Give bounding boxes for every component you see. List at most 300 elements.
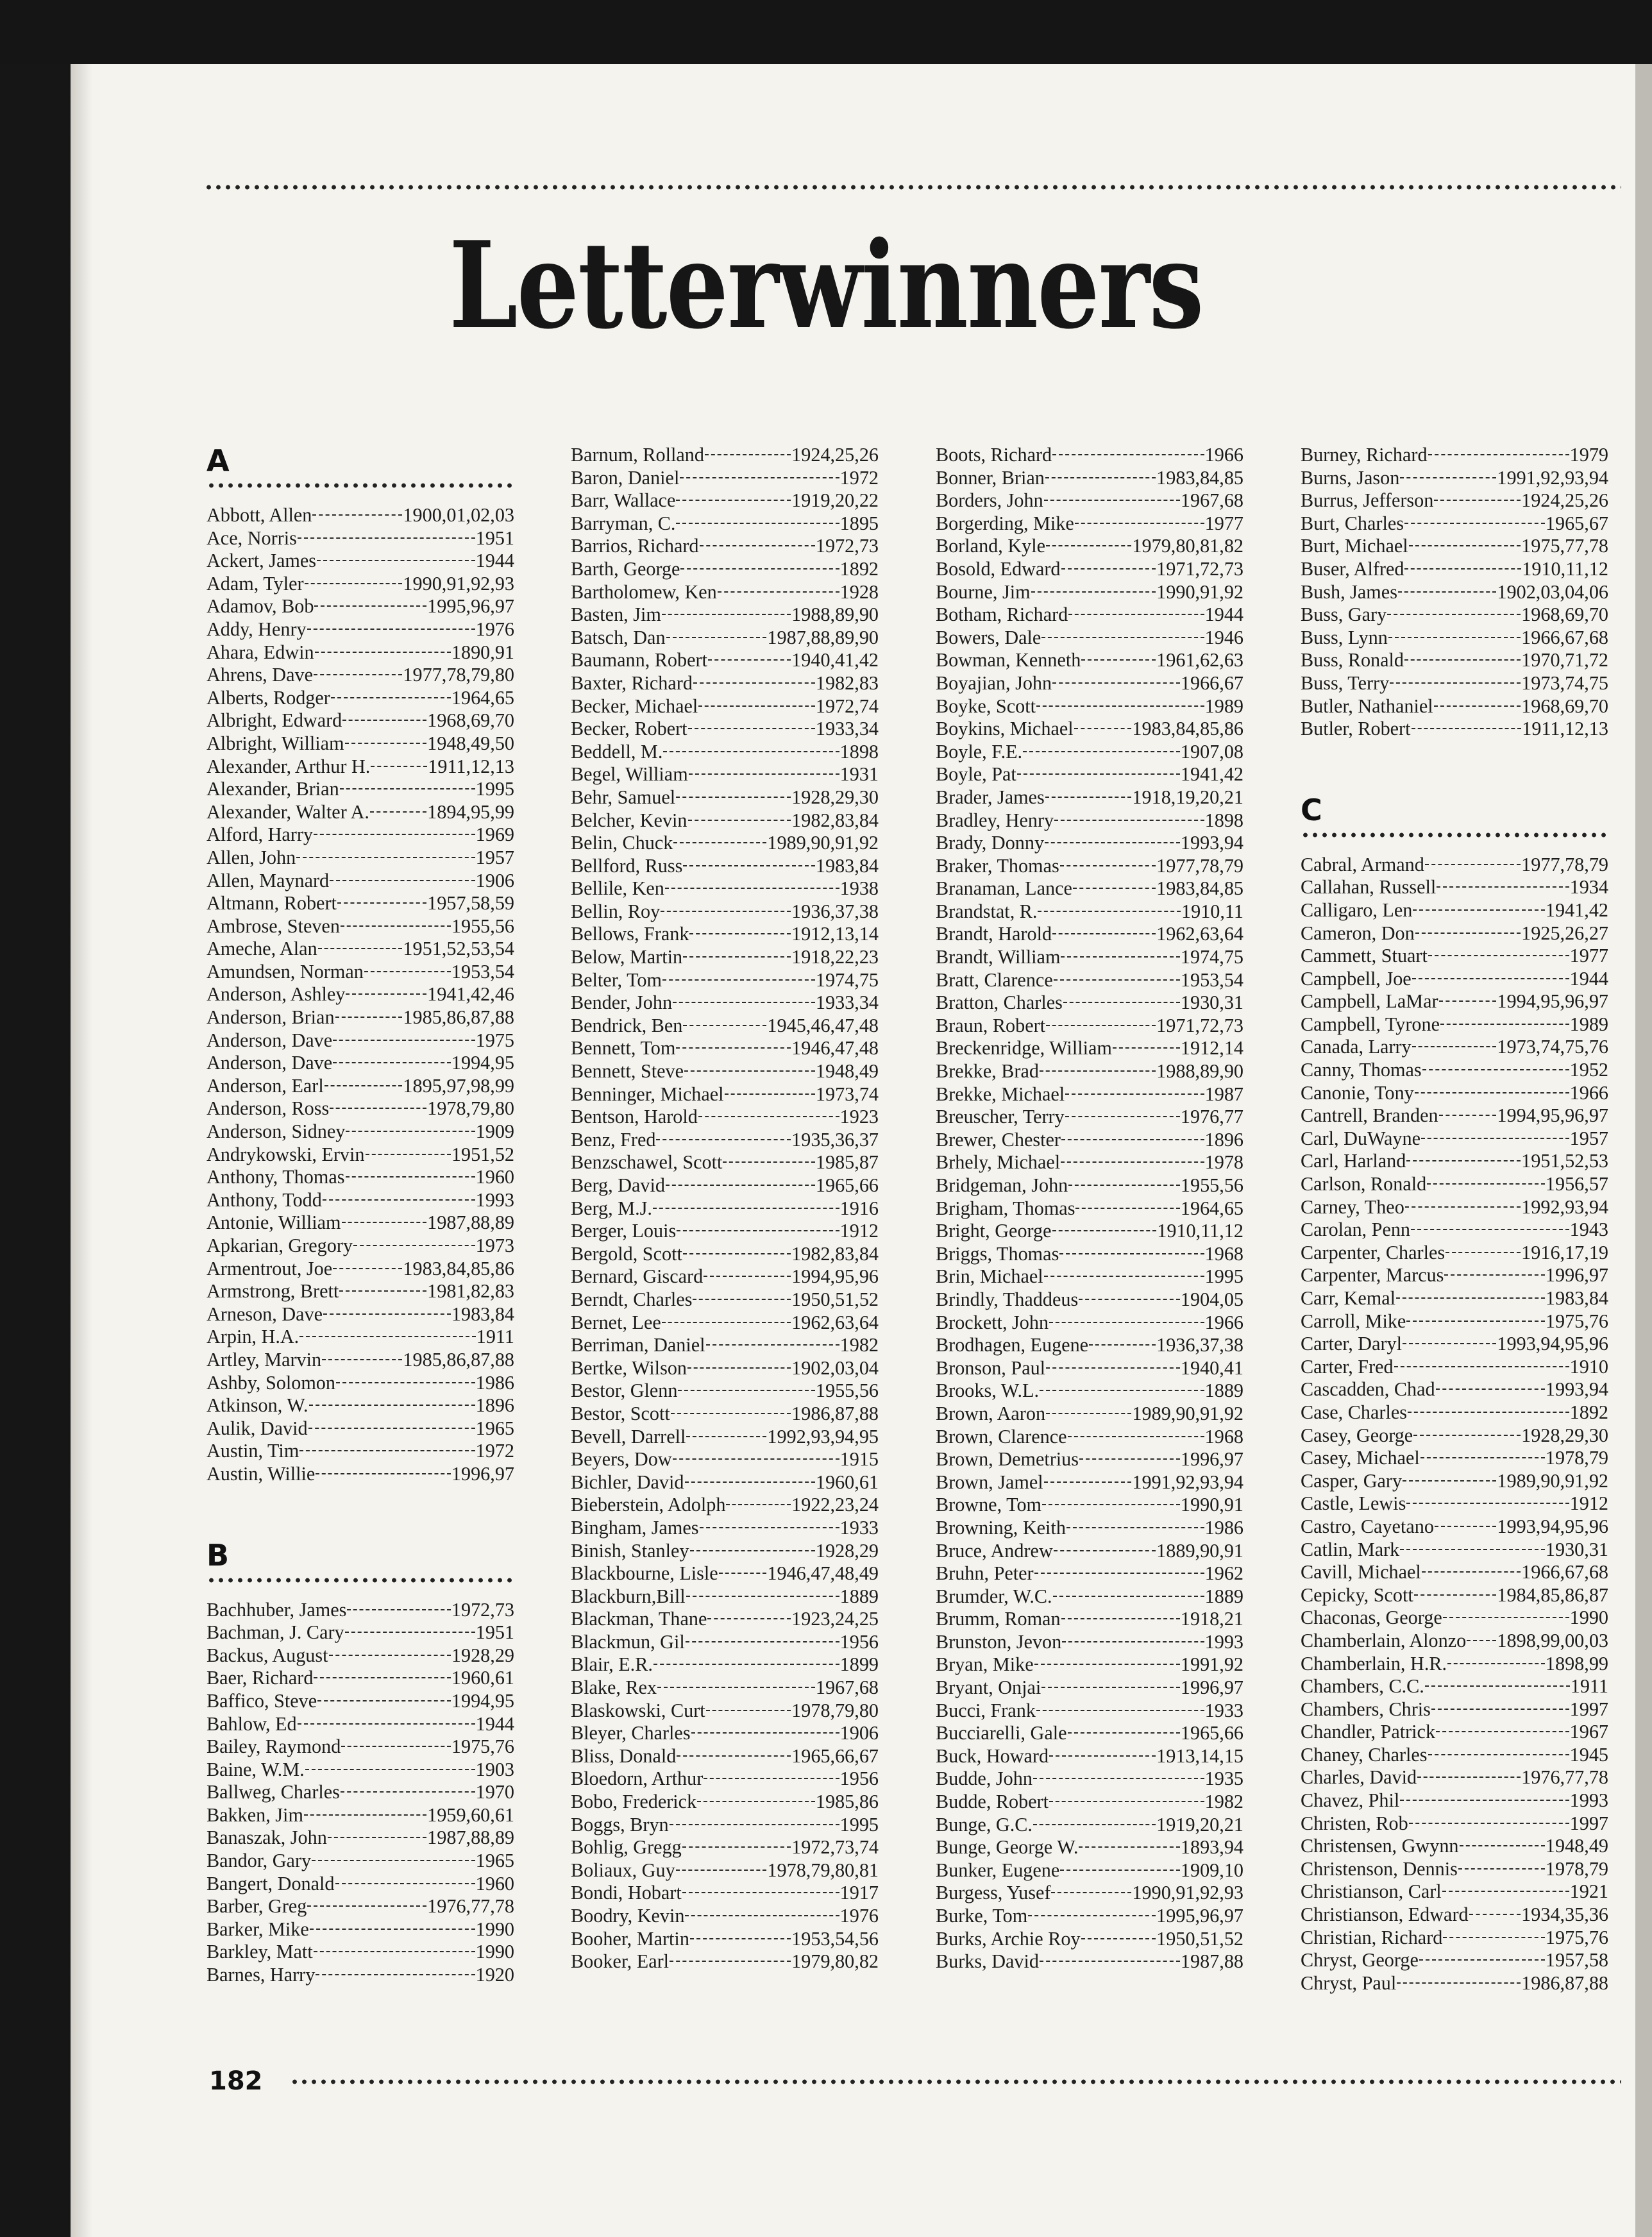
dash-leader — [1068, 1732, 1180, 1734]
letterwinner-name: Artley, Marvin — [206, 1348, 322, 1371]
letterwinner-entry — [571, 786, 879, 809]
letterwinner-years: 1916 — [839, 1197, 879, 1219]
letterwinner-name: Cepicky, Scott — [1301, 1583, 1413, 1606]
dash-leader — [1061, 1139, 1204, 1140]
letterwinner-years: 1899 — [839, 1653, 879, 1676]
dash-leader — [1023, 751, 1180, 752]
letterwinner-years: 1973,74 — [815, 1083, 879, 1105]
letterwinner-name: Alexander, Arthur H. — [206, 755, 371, 777]
letterwinner-name: Bowman, Kenneth — [936, 649, 1081, 671]
letterwinner-entry — [571, 672, 879, 695]
letterwinner-years: 1898,99,00,03 — [1497, 1629, 1608, 1651]
letterwinner-entry — [1301, 1287, 1608, 1310]
letterwinner-name: Chamberlain, Alonzo — [1301, 1629, 1467, 1651]
dash-leader — [1061, 1161, 1204, 1163]
letterwinner-years: 1985,86,87,88 — [403, 1006, 514, 1029]
dash-leader — [316, 1974, 475, 1975]
letterwinner-years: 1970 — [475, 1781, 514, 1803]
dash-leader — [685, 1915, 839, 1916]
letterwinner-entry — [206, 1690, 514, 1713]
letterwinner-years: 1976 — [475, 618, 514, 640]
letterwinner-name: Brady, Donny — [936, 832, 1045, 854]
letterwinner-entry — [936, 1106, 1243, 1129]
letterwinner-entry — [206, 527, 514, 550]
letterwinner-entry — [936, 1950, 1243, 1973]
dash-leader — [1431, 1709, 1569, 1710]
letterwinner-name: Charles, David — [1301, 1766, 1417, 1789]
letterwinner-entry — [1301, 558, 1608, 581]
letterwinner-years: 1983,84 — [451, 1303, 514, 1325]
letterwinner-years: 1966,67 — [1180, 671, 1243, 694]
letterwinner-name: Brandt, Harold — [936, 923, 1052, 945]
dash-leader — [1412, 978, 1569, 979]
letterwinner-name: Bernard, Giscard — [571, 1265, 704, 1288]
dash-leader — [653, 1664, 839, 1665]
dash-leader — [1017, 773, 1180, 775]
letterwinner-entry — [571, 1859, 879, 1882]
dash-leader — [331, 697, 451, 698]
letterwinner-years: 1933 — [1204, 1699, 1243, 1721]
letterwinner-name: Berger, Louis — [571, 1220, 677, 1242]
letterwinner-years: 1896 — [1204, 1128, 1243, 1151]
dash-leader — [335, 1883, 475, 1884]
letterwinner-entry — [571, 489, 879, 512]
letterwinner-entry — [206, 641, 514, 664]
dash-leader — [1460, 1845, 1545, 1846]
letterwinner-name: Bestor, Scott — [571, 1402, 670, 1424]
letterwinner-years: 1892 — [1569, 1401, 1608, 1423]
letterwinner-entry — [936, 535, 1243, 558]
letterwinner-name: Baffico, Steve — [206, 1689, 317, 1712]
letterwinner-years: 1978,79,80 — [427, 1097, 514, 1120]
letterwinner-name: Bonner, Brian — [936, 466, 1045, 489]
letterwinner-years: 1983,84,85,86 — [1132, 718, 1243, 740]
letterwinner-entry — [936, 763, 1243, 786]
section-spacer — [1301, 741, 1608, 793]
letterwinner-entry — [936, 1517, 1243, 1540]
letterwinner-entry — [571, 809, 879, 832]
letterwinner-years: 1894,95,99 — [427, 800, 514, 823]
letterwinner-entry — [206, 1463, 514, 1486]
letterwinner-years: 1982,83 — [815, 671, 879, 694]
letterwinner-years: 1972,73 — [815, 535, 879, 557]
letterwinner-entry — [1301, 990, 1608, 1013]
letterwinner-name: Bohlig, Gregg — [571, 1836, 682, 1859]
dash-leader — [1444, 1274, 1544, 1276]
letterwinner-name: Adamov, Bob — [206, 595, 314, 618]
letterwinner-years: 1989 — [1569, 1013, 1608, 1035]
letterwinner-years: 1987,88,89 — [427, 1827, 514, 1849]
dash-leader — [305, 583, 403, 584]
letterwinner-name: Brown, Jamel — [936, 1471, 1043, 1493]
letterwinner-entry — [936, 1197, 1243, 1220]
letterwinner-years: 1993,94,95,96 — [1497, 1333, 1608, 1355]
letterwinner-entry — [571, 444, 879, 467]
letterwinner-years: 1965,67 — [1545, 512, 1608, 534]
dash-leader — [305, 1769, 475, 1770]
letterwinner-entry — [571, 1814, 879, 1837]
letterwinner-name: Christianson, Edward — [1301, 1904, 1469, 1926]
dash-leader — [1033, 1824, 1156, 1825]
letterwinner-entry — [936, 1220, 1243, 1243]
dash-leader — [1406, 1321, 1545, 1322]
letterwinner-years: 1933,34 — [815, 718, 879, 740]
letterwinner-entry — [936, 581, 1243, 604]
letterwinner-years: 1957 — [475, 846, 514, 868]
letterwinner-entry — [936, 1859, 1243, 1882]
dash-leader — [1408, 1412, 1569, 1413]
letterwinner-entry — [206, 1759, 514, 1782]
letterwinner-years: 1935,36,37 — [791, 1128, 879, 1151]
letterwinner-name: Borgerding, Mike — [936, 512, 1074, 534]
letterwinner-name: Alford, Harry — [206, 823, 313, 846]
letterwinner-name: Becker, Michael — [571, 695, 698, 717]
letterwinner-name: Anderson, Earl — [206, 1074, 324, 1097]
dash-leader — [333, 1040, 475, 1041]
letterwinner-name: Bailey, Raymond — [206, 1735, 341, 1758]
letterwinner-years: 1995 — [839, 1813, 879, 1836]
letterwinner-entry — [1301, 1470, 1608, 1493]
letterwinner-name: Barryman, C. — [571, 512, 676, 534]
letterwinner-entry — [571, 1608, 879, 1631]
dash-leader — [683, 1025, 766, 1026]
dash-leader — [1409, 1823, 1569, 1824]
letterwinner-years: 1976,77 — [1180, 1106, 1243, 1128]
letterwinner-entry — [936, 832, 1243, 855]
letterwinner-years: 1990 — [475, 1918, 514, 1940]
letterwinner-name: Carl, Harland — [1301, 1150, 1406, 1172]
dash-leader — [1404, 523, 1545, 524]
dash-leader — [314, 1677, 450, 1678]
letterwinner-years: 1956 — [839, 1768, 879, 1790]
letterwinner-entry — [936, 946, 1243, 969]
letterwinner-years: 1994,95,96 — [791, 1265, 879, 1288]
letterwinner-years: 1915 — [839, 1448, 879, 1471]
letterwinner-years: 1990,91,92,93 — [1132, 1882, 1243, 1904]
letterwinner-entry — [206, 778, 514, 801]
dash-leader — [370, 811, 426, 813]
letterwinner-years: 1985,86 — [815, 1791, 879, 1813]
letterwinner-name: Andrykowski, Ervin — [206, 1143, 365, 1165]
dash-leader — [1054, 1550, 1156, 1551]
letterwinner-name: Bennett, Tom — [571, 1037, 676, 1059]
dash-leader — [1425, 864, 1521, 865]
letterwinner-years: 1955,56 — [1180, 1174, 1243, 1196]
letterwinner-entry — [571, 1791, 879, 1814]
letterwinner-name: Barker, Mike — [206, 1918, 309, 1940]
dash-leader — [346, 1131, 475, 1132]
letterwinner-name: Bratton, Charles — [936, 992, 1063, 1014]
letterwinner-name: Bush, James — [1301, 580, 1397, 603]
letterwinner-entry — [571, 1905, 879, 1928]
letterwinner-years: 1967,68 — [1180, 489, 1243, 512]
letterwinner-entry — [936, 672, 1243, 695]
dash-leader — [1388, 637, 1521, 638]
letterwinner-name: Buss, Ronald — [1301, 649, 1404, 671]
letterwinner-entry — [936, 489, 1243, 512]
letterwinner-years: 1944 — [475, 1712, 514, 1735]
letterwinner-years: 1978,79 — [1545, 1447, 1608, 1469]
letterwinner-years: 1982,83,84 — [791, 809, 879, 831]
dash-leader — [719, 1573, 767, 1574]
letterwinner-entry — [571, 1060, 879, 1083]
letterwinner-entry — [206, 1713, 514, 1736]
letterwinner-entry — [1301, 1584, 1608, 1607]
letterwinner-entry — [206, 1918, 514, 1941]
letterwinner-entry — [936, 1151, 1243, 1174]
dash-leader — [1073, 888, 1156, 889]
letterwinner-entry — [1301, 1904, 1608, 1927]
letterwinner-years: 1911 — [476, 1326, 514, 1348]
letterwinner-name: Adam, Tyler — [206, 572, 304, 595]
dash-leader — [296, 857, 475, 858]
letterwinner-entry — [206, 550, 514, 573]
letterwinner-years: 1956,57 — [1545, 1173, 1608, 1195]
letterwinner-years: 1983,84,85,86 — [403, 1257, 514, 1279]
letterwinner-entry — [1301, 604, 1608, 627]
dash-leader — [336, 1382, 475, 1383]
letterwinner-years: 1974,75 — [815, 968, 879, 991]
letterwinner-years: 1948,49 — [815, 1060, 879, 1083]
dash-leader — [683, 865, 814, 866]
letterwinner-name: Blake, Rex — [571, 1676, 657, 1699]
letterwinner-years: 1983,84 — [1545, 1287, 1608, 1309]
letterwinner-name: Bunker, Eugene — [936, 1859, 1060, 1881]
letterwinner-years: 1968,69,70 — [1521, 604, 1608, 626]
letterwinner-name: Anderson, Dave — [206, 1029, 333, 1051]
letterwinner-entry — [571, 1722, 879, 1745]
letterwinner-name: Backus, August — [206, 1644, 328, 1666]
dash-leader — [1038, 911, 1181, 912]
dash-leader — [1440, 1024, 1569, 1025]
letterwinner-years: 1965 — [475, 1417, 514, 1439]
letterwinner-entry — [1301, 489, 1608, 512]
dash-leader — [682, 1892, 839, 1893]
dash-leader — [371, 766, 427, 767]
letterwinner-years: 1976,77,78 — [427, 1895, 514, 1918]
dash-leader — [317, 560, 475, 561]
letterwinner-years: 1935 — [1204, 1768, 1243, 1790]
dash-leader — [1404, 568, 1521, 570]
letterwinner-entry — [206, 1349, 514, 1372]
letterwinner-years: 1971,72,73 — [1156, 557, 1243, 580]
dash-leader — [1413, 1435, 1521, 1436]
dash-leader — [1400, 477, 1496, 478]
letterwinner-years: 1968 — [1204, 1425, 1243, 1448]
dash-leader — [1052, 933, 1156, 934]
letterwinner-name: Carroll, Mike — [1301, 1310, 1406, 1332]
letterwinner-years: 1993,94 — [1180, 832, 1243, 854]
letterwinner-entry — [571, 1380, 879, 1403]
letterwinner-entry — [936, 1243, 1243, 1266]
letterwinner-years: 1912 — [839, 1220, 879, 1242]
dash-leader — [693, 682, 815, 684]
letterwinner-entry — [1301, 512, 1608, 536]
letterwinner-entry — [1301, 1949, 1608, 1972]
letterwinner-years: 1951,52,53,54 — [403, 938, 514, 960]
letterwinner-entry — [571, 877, 879, 900]
letterwinner-years: 1930,31 — [1180, 992, 1243, 1014]
letterwinner-entry — [206, 1440, 514, 1463]
letterwinner-name: Christenson, Dennis — [1301, 1857, 1458, 1880]
letterwinner-entry — [206, 1211, 514, 1235]
letterwinner-years: 1997 — [1569, 1812, 1608, 1834]
letterwinner-name: Briggs, Thomas — [936, 1242, 1059, 1265]
letterwinner-entry — [936, 1334, 1243, 1357]
letterwinner-years: 1965,66 — [1180, 1722, 1243, 1744]
letterwinner-entry — [571, 992, 879, 1015]
dash-leader — [1075, 1208, 1179, 1209]
dash-leader — [353, 1245, 475, 1246]
dash-leader — [676, 797, 791, 798]
letterwinner-years: 1893,94 — [1180, 1836, 1243, 1859]
letterwinner-name: Binish, Stanley — [571, 1539, 689, 1562]
dash-leader — [1387, 614, 1521, 615]
letterwinner-years: 1995,96,97 — [1156, 1905, 1243, 1927]
letterwinner-name: Chryst, George — [1301, 1949, 1419, 1971]
dash-leader — [723, 1161, 814, 1163]
letterwinner-entry — [206, 1029, 514, 1052]
letterwinner-entry — [1301, 1173, 1608, 1196]
letterwinner-entry — [206, 983, 514, 1006]
letterwinner-entry — [936, 1448, 1243, 1471]
dash-leader — [324, 1085, 403, 1086]
dash-leader — [312, 1860, 475, 1861]
letterwinner-years: 1978,79,80,81 — [767, 1859, 879, 1881]
letterwinner-entry — [936, 1494, 1243, 1517]
letterwinner-years: 1892 — [839, 557, 879, 580]
letterwinner-years: 1961,62,63 — [1156, 649, 1243, 671]
letterwinner-name: Alexander, Walter A. — [206, 800, 369, 823]
roster-column-2 — [571, 444, 879, 1973]
letterwinner-entry — [936, 1174, 1243, 1197]
letterwinner-name: Anthony, Thomas — [206, 1166, 345, 1188]
letterwinner-name: Carolan, Penn — [1301, 1219, 1411, 1241]
letterwinner-name: Carter, Fred — [1301, 1355, 1394, 1378]
letterwinner-years: 1983,84,85 — [1156, 466, 1243, 489]
letterwinner-entry — [936, 558, 1243, 581]
letterwinner-years: 1965,66 — [815, 1174, 879, 1196]
letterwinner-name: Cabral, Armand — [1301, 853, 1424, 875]
letterwinner-name: Alexander, Brian — [206, 778, 339, 800]
letterwinner-entry — [206, 1599, 514, 1622]
dash-leader — [1079, 1299, 1180, 1300]
letterwinner-years: 1996,97 — [1180, 1676, 1243, 1699]
letterwinner-name: Cammett, Stuart — [1301, 945, 1428, 967]
letterwinner-entry — [206, 1644, 514, 1667]
letterwinner-entry — [936, 1037, 1243, 1060]
letterwinner-name: Bichler, David — [571, 1471, 684, 1493]
letterwinner-years: 1964,65 — [1180, 1197, 1243, 1219]
dash-leader — [662, 979, 815, 981]
letterwinner-entry — [936, 1676, 1243, 1700]
letterwinner-entry — [1301, 1082, 1608, 1105]
dash-leader — [323, 1313, 451, 1315]
dash-leader — [1420, 1457, 1545, 1458]
dash-leader — [687, 1367, 791, 1369]
letterwinner-name: Bloedorn, Arthur — [571, 1768, 704, 1790]
dash-leader — [309, 1405, 475, 1406]
letterwinner-entry — [571, 649, 879, 672]
dash-leader — [661, 911, 791, 912]
letterwinner-name: Christensen, Gwynn — [1301, 1835, 1459, 1857]
letterwinner-name: Brandt, William — [936, 946, 1061, 968]
letterwinner-name: Boyle, F.E. — [936, 740, 1023, 763]
letterwinner-years: 1950,51,52 — [1156, 1927, 1243, 1950]
dash-leader — [314, 834, 475, 835]
dash-leader — [1044, 1276, 1204, 1277]
letterwinner-years: 1993,94,95,96 — [1497, 1515, 1608, 1537]
letterwinner-entry — [571, 1403, 879, 1426]
letterwinner-entry — [206, 823, 514, 847]
letterwinner-years: 1909,10 — [1180, 1859, 1243, 1881]
dash-leader — [700, 545, 815, 546]
letterwinner-name: Budde, John — [936, 1768, 1032, 1790]
letterwinner-entry — [1301, 922, 1608, 945]
dash-leader — [676, 523, 839, 524]
dash-leader — [307, 629, 475, 630]
letterwinner-name: Albright, William — [206, 732, 344, 754]
letterwinner-name: Bratt, Clarence — [936, 968, 1053, 991]
dash-leader — [337, 902, 426, 904]
dash-leader — [1065, 1093, 1204, 1095]
letterwinner-name: Carpenter, Charles — [1301, 1241, 1446, 1263]
letterwinner-name: Blaskowski, Curt — [571, 1699, 705, 1721]
letterwinner-entry — [571, 1265, 879, 1288]
letterwinner-entry — [206, 1326, 514, 1349]
dash-leader — [342, 1222, 427, 1223]
letterwinner-name: Chryst, Paul — [1301, 1971, 1397, 1994]
letterwinner-years: 1960,61 — [815, 1471, 879, 1493]
letterwinner-name: Baron, Daniel — [571, 466, 680, 489]
letterwinner-name: Calligaro, Len — [1301, 899, 1413, 921]
letterwinner-name: Altmann, Robert — [206, 892, 337, 915]
letterwinner-years: 1977,78,79 — [1521, 853, 1608, 875]
letterwinner-name: Bowers, Dale — [936, 626, 1041, 648]
letterwinner-name: Brin, Michael — [936, 1265, 1043, 1288]
letterwinner-name: Christianson, Carl — [1301, 1880, 1442, 1903]
dash-leader — [1425, 1685, 1570, 1687]
letterwinner-entry — [936, 1836, 1243, 1859]
letterwinner-entry — [206, 504, 514, 527]
letterwinner-years: 1912,14 — [1180, 1037, 1243, 1059]
letterwinner-years: 1991,92 — [1180, 1653, 1243, 1676]
dash-leader — [1074, 728, 1132, 729]
letterwinner-name: Campbell, Joe — [1301, 967, 1412, 990]
letterwinner-years: 1978,79 — [1545, 1857, 1608, 1880]
letterwinner-years: 1983,84 — [815, 854, 879, 877]
letterwinner-name: Boyke, Scott — [936, 695, 1036, 717]
letterwinner-years: 1902,03,04,06 — [1497, 580, 1608, 603]
letterwinner-name: Arneson, Dave — [206, 1303, 323, 1325]
dash-leader — [1081, 1938, 1156, 1939]
letterwinner-years: 1990,91,92 — [1156, 580, 1243, 603]
letterwinner-entry — [571, 1950, 879, 1973]
letterwinner-years: 1922,23,24 — [791, 1494, 879, 1516]
dash-leader — [346, 1176, 475, 1178]
letterwinner-years: 1906 — [475, 869, 514, 891]
dash-leader — [690, 1550, 815, 1551]
dash-leader — [1036, 705, 1204, 707]
letterwinner-name: Bronson, Paul — [936, 1356, 1046, 1379]
letterwinner-years: 1986 — [475, 1371, 514, 1394]
letterwinner-entry — [206, 1120, 514, 1144]
letterwinner-years: 1918,22,23 — [791, 946, 879, 968]
letterwinner-name: Chambers, C.C. — [1301, 1675, 1424, 1698]
letterwinner-years: 1946,47,48 — [791, 1037, 879, 1059]
letterwinner-entry — [571, 1700, 879, 1723]
letterwinner-entry — [1301, 1607, 1608, 1630]
